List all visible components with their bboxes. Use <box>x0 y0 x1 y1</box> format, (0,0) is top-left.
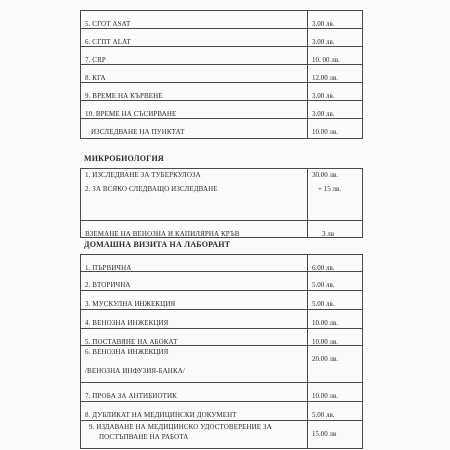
test-price: 3 лв <box>322 230 335 238</box>
service-name: 9. ИЗДАВАНЕ НА МЕДИЦИНСКО УДОСТОВЕРЕНИЕ ЗА <box>89 423 272 431</box>
table-row <box>80 382 363 401</box>
table-row <box>80 46 363 64</box>
service-price: 10.00 лв. <box>312 392 339 400</box>
table-row <box>80 28 363 46</box>
test-price: 10.00 лв. <box>312 128 339 136</box>
table-row <box>80 254 363 271</box>
service-price: 5.00 лв. <box>312 411 335 419</box>
microbiology-table <box>80 168 363 238</box>
test-price: 3.00 лв. <box>312 38 335 46</box>
service-name: 2. ВТОРИЧНА <box>85 281 131 289</box>
test-price: 10. 00 лв. <box>312 56 340 64</box>
service-price: 10.00 лв. <box>312 338 339 346</box>
table-row <box>80 309 363 328</box>
test-price: 3.00 лв. <box>312 92 335 100</box>
table-row <box>80 401 363 420</box>
test-name: 10. ВРЕМЕ НА СЪСИРВАНЕ <box>85 110 177 118</box>
service-name-secondary: ПОСТЪПВАНЕ НА РАБОТА <box>99 433 189 441</box>
service-price: 5.00 лв. <box>312 300 335 308</box>
table-row <box>80 118 363 139</box>
test-name: 8. КГА <box>85 74 106 82</box>
table-row <box>80 328 363 345</box>
test-price: 30.00 лв. <box>312 171 339 179</box>
table-row <box>80 290 363 309</box>
table-row <box>80 220 363 238</box>
test-name: ИЗСЛЕДВАНЕ НА ПУНКТАТ <box>91 128 185 136</box>
test-name: 5. СГОТ ASAT <box>85 20 131 28</box>
table-row <box>80 345 363 382</box>
test-name: 9. ВРЕМЕ НА КЪРВЕНЕ <box>85 92 163 100</box>
service-name: 1. ПЪРВИЧНА <box>85 264 132 272</box>
service-price: 6.00 лв. <box>312 264 335 272</box>
test-name-secondary: 2. ЗА ВСЯКО СЛЕДВАЩО ИЗСЛЕДВАНЕ <box>85 185 218 193</box>
service-price: 20.00 лв. <box>312 355 339 363</box>
home-visit-table <box>80 254 363 449</box>
service-name: 7. ПРОБА ЗА АНТИБИОТИК <box>85 392 177 400</box>
service-price: 15.00 лв <box>312 430 337 438</box>
service-name-secondary: /ВЕНОЗНА ИНФУЗИЯ-БАНКА/ <box>85 367 185 375</box>
test-price: 3.00 лв. <box>312 20 335 28</box>
test-name: 1. ИЗСЛЕДВАНЕ ЗА ТУБЕРКУЛОЗА <box>85 171 201 179</box>
table-row <box>80 271 363 290</box>
test-name: 6. СГПТ ALAT <box>85 38 131 46</box>
lab-tests-table <box>80 10 363 139</box>
service-name: 3. МУСКУЛНА ИНЖЕКЦИЯ <box>85 300 176 308</box>
service-name: 8. ДУБЛИКАТ НА МЕДИЦИНСКИ ДОКУМЕНТ <box>85 411 237 419</box>
service-name: 4. ВЕНОЗНА ИНЖЕКЦИЯ <box>85 319 169 327</box>
test-price: 3.00 лв. <box>312 110 335 118</box>
test-name: ВЗЕМАНЕ НА ВЕНОЗНА И КАПИЛЯРНА КРЪВ <box>85 230 240 238</box>
table-row <box>80 168 363 220</box>
service-price: 10.00 лв. <box>312 319 339 327</box>
section-heading-home-visit: ДОМАШНА ВИЗИТА НА ЛАБОРАНТ <box>84 240 231 249</box>
table-row <box>80 64 363 82</box>
service-name: 6. ВЕНОЗНА ИНЖЕКЦИЯ <box>85 348 169 356</box>
table-row <box>80 100 363 118</box>
test-price: 12.00 лв. <box>312 74 339 82</box>
test-name: 7. CRP <box>85 56 106 64</box>
section-heading-microbiology: МИКРОБИОЛОГИЯ <box>84 154 164 163</box>
table-row <box>80 10 363 28</box>
service-price: 5.00 лв. <box>312 281 335 289</box>
service-name: 5. ПОСТАВЯНЕ НА АБОКАТ <box>85 338 178 346</box>
table-row <box>80 420 363 449</box>
test-price-secondary: + 15 лв. <box>318 185 341 193</box>
table-row <box>80 82 363 100</box>
